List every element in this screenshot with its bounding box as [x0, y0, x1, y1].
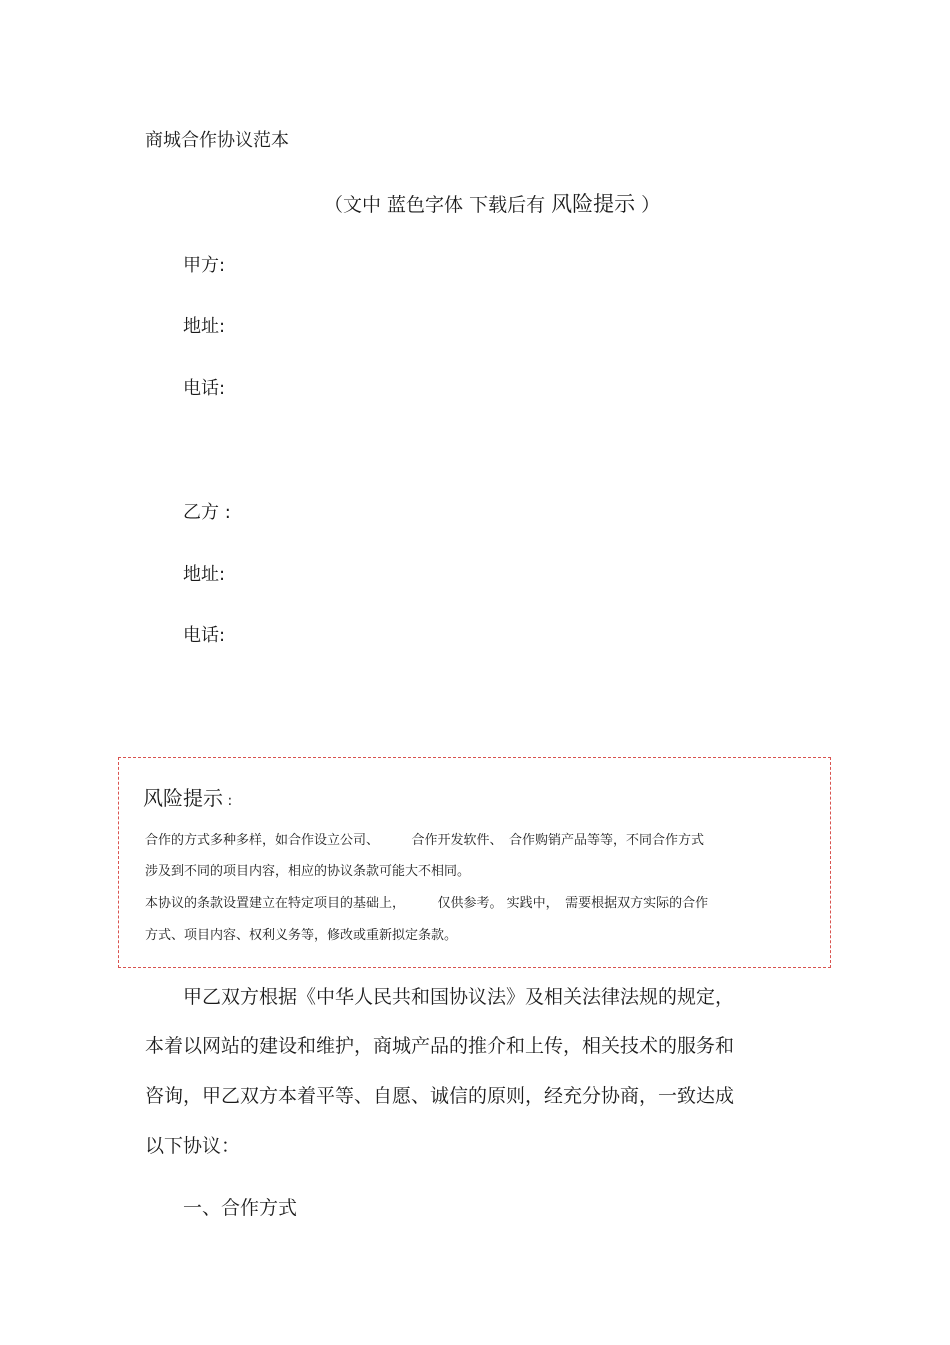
risk-notice-title-text: 风险提示: [143, 786, 223, 810]
risk-notice-title-colon: :: [223, 793, 233, 809]
subtitle-suffix: ）: [635, 194, 661, 216]
body-paragraph-line: 咨询，甲乙双方本着平等、自愿、诚信的原则，经充分协商，一致达成: [145, 1085, 735, 1107]
document-subtitle: [324, 194, 660, 215]
party-a-address-label: 地址:: [183, 316, 226, 337]
body-paragraph-line: 甲乙双方根据《中华人民共和国协议法》及相关法律法规的规定，: [145, 986, 735, 1008]
party-a-phone-label: 电话:: [183, 378, 226, 399]
party-b-address-label: 地址:: [183, 564, 226, 585]
subtitle-prefix: （文中 蓝色字体 下载后有: [324, 194, 552, 216]
subtitle-emphasis: 风险提示: [551, 192, 636, 216]
risk-notice-line: 本协议的条款设置建立在特定项目的基础上， 仅供参考。 实践中， 需要根据双方实际的合作: [145, 896, 709, 911]
risk-notice-line: 方式、项目内容、权利义务等，修改或重新拟定条款。: [145, 928, 458, 943]
document-title: 商城合作协议范本: [145, 130, 289, 151]
body-paragraph-line: 以下协议：: [145, 1135, 241, 1157]
party-b-phone-label: 电话:: [183, 625, 226, 646]
risk-notice-title: [143, 788, 232, 808]
section-heading-cooperation-method: 一、合作方式: [183, 1197, 298, 1219]
party-b-name-label: 乙方 :: [183, 502, 231, 523]
party-a-name-label: 甲方:: [183, 255, 226, 276]
body-paragraph-line: 本着以网站的建设和维护，商城产品的推介和上传，相关技术的服务和: [145, 1035, 735, 1057]
risk-notice-line: 合作的方式多种多样，如合作设立公司、 合作开发软件、 合作购销产品等等，不同合作方式: [145, 833, 705, 848]
risk-notice-line: 涉及到不同的项目内容，相应的协议条款可能大不相同。: [145, 864, 471, 879]
